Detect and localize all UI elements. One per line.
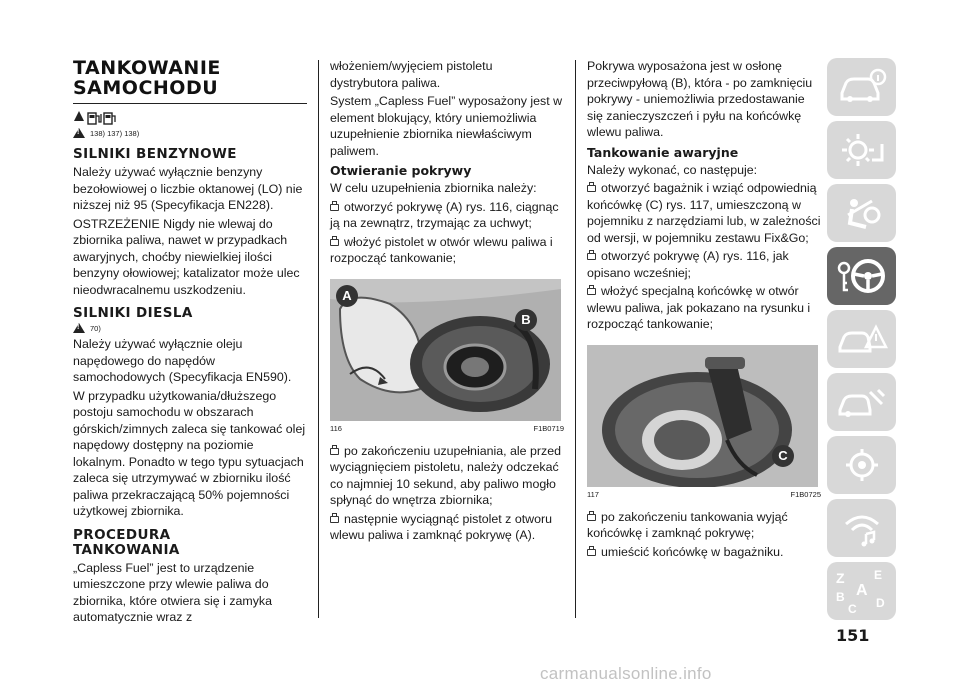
list-item (330, 511, 564, 544)
tab-alphabetical-index[interactable] (827, 562, 896, 620)
list-item (330, 199, 564, 232)
page-title-line2: SAMOCHODU (73, 77, 219, 99)
list-item-text: następnie wyciągnąć pistolet z otworu wlewu paliwa i zamknąć pokrywę (A). (330, 511, 553, 542)
list-item-text: umieścić końcówkę w bagażniku. (601, 544, 784, 559)
list-item-text: otworzyć pokrywę (A) rys. 116, ciągnąc ją na zewnątrz, trzymając za uchwyt; (330, 199, 559, 230)
callout-c: C (772, 445, 794, 467)
petrol-paragraph-1: Należy używać wyłącznie benzyny bezołowiowej o liczbie oktanowej (LO) nie niższej niż 95 (Specyfikacja EN228). (73, 165, 303, 212)
fuel-pump-bullet-icon (587, 185, 596, 192)
diesel-warning-ref: 70) (90, 323, 101, 333)
diesel-warning-row (73, 322, 307, 334)
car-maintenance-icon (836, 382, 888, 422)
fuel-pump-bullet-icon (587, 253, 596, 260)
fuel-pump-bullet-icon (330, 204, 339, 211)
diesel-paragraph-2: W przypadku użytkowania/dłuższego postoju samochodu w obszarach górskich/zimnych zaleca się tankować olej napędowy dostępny na poziomie lokalnym. Ponadto w tego typu sytuacjach zaleca się utrzymywać w zbiorniku ilość paliwa przekraczającą 50% pojemności użytkowej zbiornika. (73, 388, 306, 518)
page-number: 151 (836, 626, 870, 645)
fuel-pump-bullet-icon (330, 448, 339, 455)
list-item (330, 234, 564, 267)
list-item-text: otworzyć pokrywę (A) rys. 116, jak opisano wcześniej; (587, 249, 789, 280)
index-letter-d: D (875, 596, 885, 610)
fuel-pump-warning-icon (73, 110, 117, 126)
alphabetical-index-icon (832, 567, 892, 615)
petrol-paragraph-2: OSTRZEŻENIE Nigdy nie wlewaj do zbiornika paliwa, nawet w przypadkach awaryjnych, choćby niewielkiej ilości benzyny ołowiowej; katalizator może ulec nieodwracalnemu uszkodzeniu. (73, 216, 300, 297)
col2-paragraph-3: W celu uzupełnienia zbiornika należy: (330, 181, 537, 195)
figure-117 (587, 345, 818, 487)
column-1 (73, 58, 307, 626)
fuel-pump-bullet-icon (587, 549, 596, 556)
tab-airbag-seat[interactable] (827, 184, 896, 242)
list-item-text: po zakończeniu uzupełniania, ale przed wyciągnięciem pistoletu, należy odczekać co najmniej 10 sekund, aby paliwo mogło spłynąć do wnętrza zbiornika; (330, 443, 561, 507)
key-steering-wheel-icon (834, 254, 890, 298)
list-item-text: włożyć pistolet w otwór wlewu paliwa i rozpocząć tankowanie; (330, 234, 553, 265)
list-item (587, 283, 821, 333)
car-info-icon (836, 67, 888, 107)
index-letter-b: B (835, 590, 845, 604)
heading-procedure-line2: TANKOWANIA (73, 541, 180, 558)
index-letter-z: Z (835, 570, 845, 586)
list-item-text: otworzyć bagażnik i wziąć odpowiednią końcówkę (C) rys. 117, umieszczoną w pojemniku z narzędziami lub, w zależności od wersji, w pojemniku zestawu Fix&Go; (587, 181, 821, 245)
column-separator (575, 60, 576, 618)
multimedia-icon (836, 508, 888, 548)
col2-paragraph-1: włożeniem/wyjęciem pistoletu dystrybutora paliwa. (330, 59, 493, 90)
warning-triangle-icon (73, 323, 85, 333)
tab-maintenance[interactable] (827, 373, 896, 431)
list-item-text: po zakończeniu tankowania wyjąć końcówkę i zamknąć pokrywę; (587, 509, 788, 540)
watermark: carmanualsonline.info (540, 664, 712, 683)
figure-116 (330, 279, 561, 421)
warning-refs: 138) 137) 138) (90, 128, 140, 138)
title-rule (73, 103, 307, 104)
heading-diesel-engines: SILNIKI DIESLA (73, 305, 193, 321)
page-title-line1: TANKOWANIE (73, 57, 221, 79)
tab-dashboard-lights[interactable] (827, 121, 896, 179)
column-3 (587, 58, 821, 560)
fuel-pump-bullet-icon (587, 288, 596, 295)
figure-code: F1B0719 (533, 423, 564, 433)
figure-number: 117 (587, 489, 599, 499)
technical-data-icon (836, 445, 888, 485)
index-letter-a: A (855, 582, 868, 599)
procedure-paragraph-1: „Capless Fuel” jest to urządzenie umieszczone przy wlewie paliwa do zbiornika, które otwiera się i zamyka automatycznie wraz z (73, 560, 273, 624)
col2-paragraph-2: System „Capless Fuel” wyposażony jest w element blokujący, który uniemożliwia uzupełnienie zbiornika niewłaściwym paliwem. (330, 94, 563, 158)
airbag-seat-icon (836, 193, 888, 233)
figure-116-caption (330, 424, 564, 433)
fuel-pump-bullet-icon (330, 516, 339, 523)
tab-emergency[interactable] (827, 310, 896, 368)
fuel-cap-illustration (330, 279, 561, 421)
list-item (587, 509, 821, 542)
figure-117-caption (587, 490, 821, 499)
index-letter-c: C (847, 602, 857, 615)
list-item (587, 248, 821, 281)
warning-car-icon (836, 319, 888, 359)
chapter-tabs (827, 58, 896, 625)
heading-petrol-engines: SILNIKI BENZYNOWE (73, 146, 237, 162)
callout-b: B (515, 309, 537, 331)
list-item-text: włożyć specjalną końcówkę w otwór wlewu paliwa, jak pokazano na rysunku i rozpocząć tankowanie; (587, 284, 811, 331)
list-item (330, 443, 564, 509)
column-separator (318, 60, 319, 618)
tab-car-info[interactable] (827, 58, 896, 116)
list-item (587, 544, 821, 561)
tab-starting-driving[interactable] (827, 247, 896, 305)
heading-opening-cover: Otwieranie pokrywy (330, 163, 472, 178)
index-letter-e: E (873, 568, 882, 582)
dashboard-lights-icon (836, 130, 888, 170)
callout-a: A (336, 285, 358, 307)
heading-procedure-line1: PROCEDURA (73, 526, 171, 543)
fuel-pump-row (73, 110, 307, 126)
col3-paragraph-2: Należy wykonać, co następuje: (587, 162, 758, 177)
col3-paragraph-1: Pokrywa wyposażona jest w osłonę przeciwpyłową (B), która - po zamknięciu pokrywy - uniemożliwia przedostawanie się zanieczyszczeń i pyłu na końcówkę wlewu paliwa. (587, 59, 813, 139)
diesel-paragraph-1: Należy używać wyłącznie oleju napędowego do napędów samochodowych (Specyfikacja EN590). (73, 337, 292, 384)
warning-triangle-icon (73, 128, 85, 138)
warning-refs-row (73, 127, 307, 139)
column-2 (330, 58, 564, 544)
fuel-pump-bullet-icon (330, 239, 339, 246)
figure-code: F1B0725 (790, 489, 821, 499)
list-item (587, 180, 821, 246)
tab-multimedia[interactable] (827, 499, 896, 557)
heading-emergency-refuelling: Tankowanie awaryjne (587, 144, 739, 160)
fuel-pump-bullet-icon (587, 514, 596, 521)
figure-number: 116 (330, 423, 342, 433)
tab-technical-data[interactable] (827, 436, 896, 494)
